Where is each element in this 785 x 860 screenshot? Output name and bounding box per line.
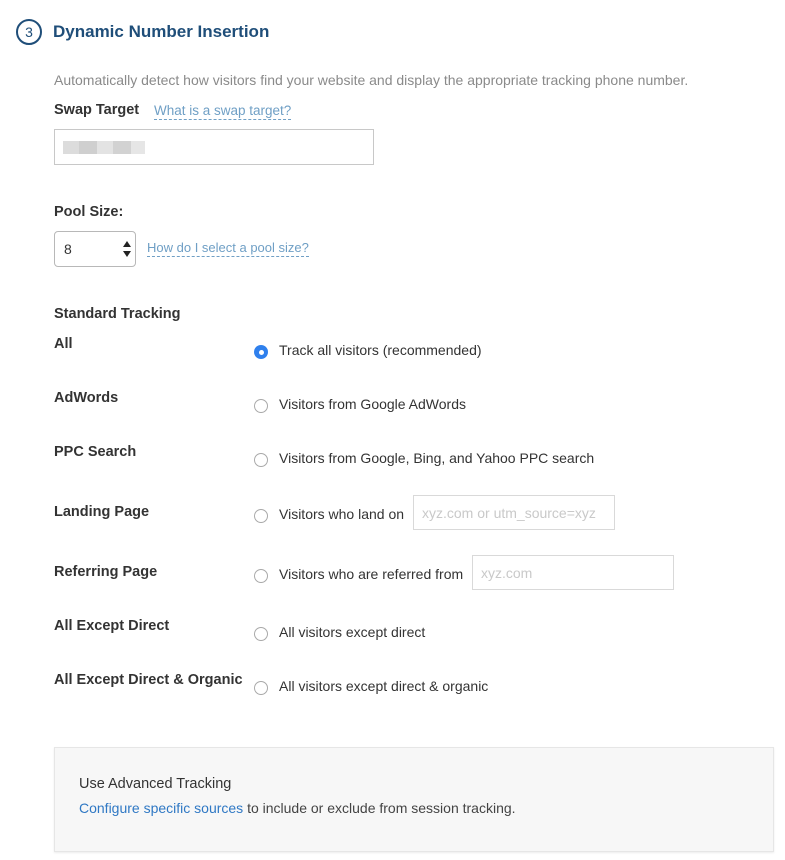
swap-target-label: Swap Target — [54, 102, 140, 118]
swap-target-help-link[interactable]: What is a swap target? — [154, 103, 292, 118]
pool-size-select[interactable] — [54, 231, 136, 267]
option-label-all: All — [54, 336, 73, 352]
radio-adwords[interactable] — [254, 399, 268, 413]
section-title: Dynamic Number Insertion — [53, 22, 270, 41]
radio-all[interactable] — [254, 345, 268, 359]
landing-page-input[interactable] — [413, 495, 615, 530]
pool-size-help-link[interactable]: How do I select a pool size? — [147, 240, 309, 255]
referring-page-input[interactable] — [472, 555, 674, 590]
radio-landing-page[interactable] — [254, 509, 268, 523]
option-label-all-except-direct: All Except Direct — [54, 618, 170, 634]
option-text-referring-page: Visitors who are referred from — [279, 566, 464, 582]
option-text-all: Track all visitors (recommended) — [279, 342, 482, 358]
advanced-tracking-description — [79, 800, 516, 816]
radio-all-except-direct-organic[interactable] — [254, 681, 268, 695]
radio-referring-page[interactable] — [254, 569, 268, 583]
advanced-tracking-suffix: to include or exclude from session tracking. — [243, 800, 516, 816]
option-text-ppc-search: Visitors from Google, Bing, and Yahoo PPC search — [279, 450, 595, 466]
swap-target-input[interactable] — [54, 129, 374, 165]
advanced-tracking-title: Use Advanced Tracking — [79, 776, 232, 792]
option-text-landing-page: Visitors who land on — [279, 506, 405, 522]
configure-sources-link[interactable]: Configure specific sources — [79, 800, 244, 816]
standard-tracking-heading: Standard Tracking — [54, 306, 181, 322]
pool-size-label: Pool Size: — [54, 204, 124, 220]
option-label-referring-page: Referring Page — [54, 564, 158, 580]
radio-all-except-direct[interactable] — [254, 627, 268, 641]
advanced-tracking-panel — [54, 747, 774, 852]
pool-size-value: 8 — [64, 241, 72, 257]
option-label-all-except-direct-organic: All Except Direct & Organic — [54, 672, 243, 688]
option-label-ppc-search: PPC Search — [54, 444, 137, 460]
select-arrows-icon — [123, 240, 131, 258]
option-text-all-except-direct: All visitors except direct — [279, 624, 426, 640]
section-description: Automatically detect how visitors find your website and display the appropriate tracking phone number. — [54, 72, 689, 88]
step-number-badge: 3 — [16, 19, 42, 45]
option-label-landing-page: Landing Page — [54, 504, 150, 520]
option-label-adwords: AdWords — [54, 390, 119, 406]
option-text-adwords: Visitors from Google AdWords — [279, 396, 467, 412]
option-text-all-except-direct-organic: All visitors except direct & organic — [279, 678, 489, 694]
radio-ppc-search[interactable] — [254, 453, 268, 467]
